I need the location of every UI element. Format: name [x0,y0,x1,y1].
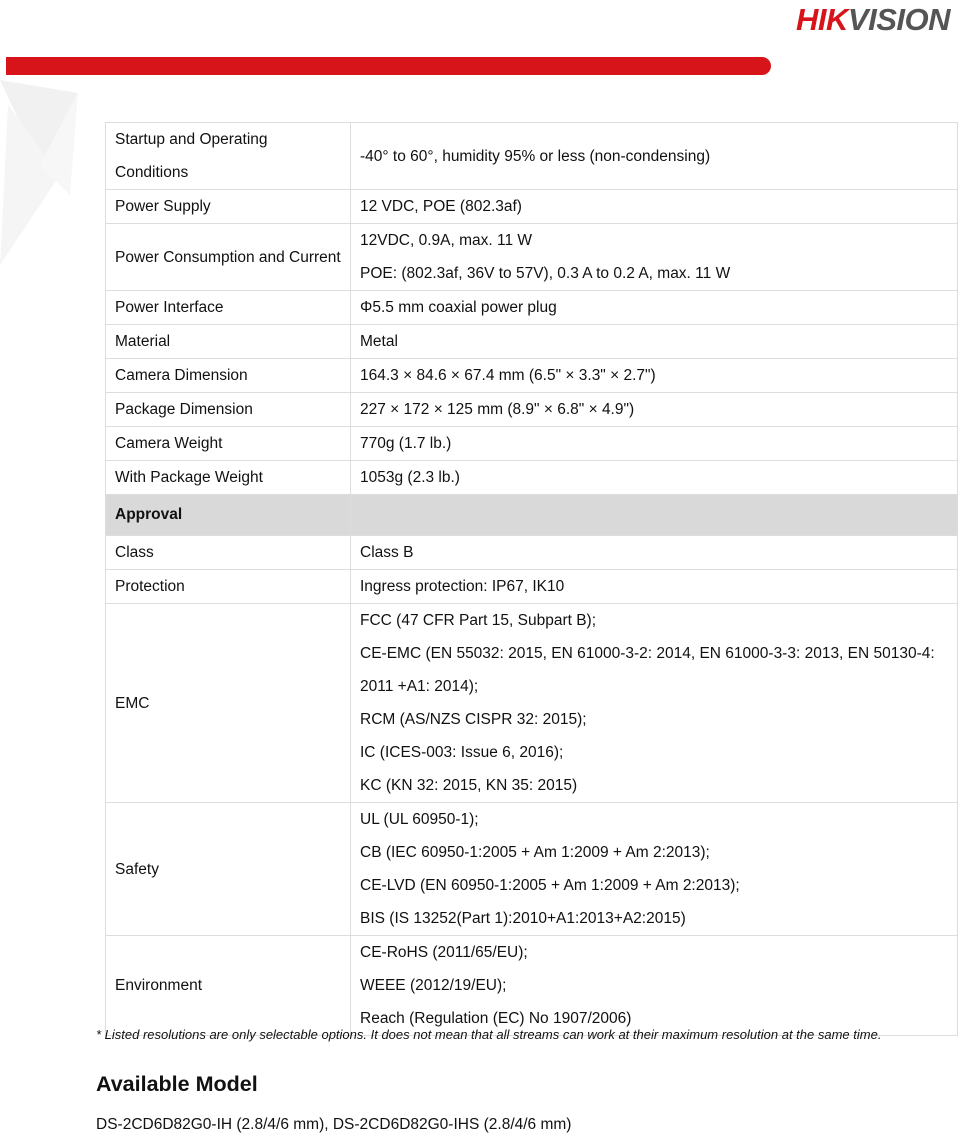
spec-value [351,291,958,325]
spec-value-line: Ingress protection: IP67, IK10 [360,578,565,595]
spec-value-line: CE-RoHS (2011/65/EU); [360,944,528,961]
spec-value-line: POE: (802.3af, 36V to 57V), 0.3 A to 0.2 A, max. 11 W [360,265,731,282]
spec-value-line: 770g (1.7 lb.) [360,435,452,452]
spec-key: Power Interface [106,291,351,325]
spec-key: Class [106,536,351,570]
spec-key: Power Supply [106,190,351,224]
logo-part-2: VISION [847,2,950,37]
spec-value-line: CB (IEC 60950-1:2005 + Am 1:2009 + Am 2:2013); [360,844,710,861]
section-title: Approval [106,495,351,536]
spec-row [106,461,958,495]
spec-row [106,936,958,1036]
spec-row [106,224,958,291]
spec-key: Camera Dimension [106,359,351,393]
spec-row [106,570,958,604]
spec-value [351,359,958,393]
spec-key: Power Consumption and Current [106,224,351,291]
spec-row [106,536,958,570]
spec-key: Environment [106,936,351,1036]
section-empty-cell [351,495,958,536]
spec-row [106,291,958,325]
spec-value-line: BIS (IS 13252(Part 1):2010+A1:2013+A2:2015) [360,910,686,927]
spec-value [351,325,958,359]
spec-row [106,359,958,393]
spec-value-line: RCM (AS/NZS CISPR 32: 2015); [360,711,587,728]
spec-value-line: Reach (Regulation (EC) No 1907/2006) [360,1010,632,1027]
spec-key: Safety [106,803,351,936]
spec-value-line: Class B [360,544,414,561]
spec-value-line: KC (KN 32: 2015, KN 35: 2015) [360,777,578,794]
spec-value [351,224,958,291]
spec-value-line: -40° to 60°, humidity 95% or less (non-condensing) [360,147,711,165]
watermark-triangles-icon [0,75,90,275]
spec-row [106,393,958,427]
spec-value-line: 164.3 × 84.6 × 67.4 mm (6.5" × 3.3" × 2.7") [360,367,656,384]
spec-value-line: WEEE (2012/19/EU); [360,977,507,994]
spec-row [106,190,958,224]
spec-value [351,393,958,427]
spec-value-line: 12 VDC, POE (802.3af) [360,198,522,215]
spec-value [351,123,958,190]
footnote: * Listed resolutions are only selectable options. It does not mean that all streams can work at their maximum resolution at the same time. [96,1027,882,1042]
spec-key: With Package Weight [106,461,351,495]
specification-table [105,122,958,1036]
hikvision-logo [796,2,950,38]
spec-key: Package Dimension [106,393,351,427]
spec-value-line: Φ5.5 mm coaxial power plug [360,299,557,316]
spec-value [351,461,958,495]
spec-value-line: 12VDC, 0.9A, max. 11 W [360,232,532,249]
spec-key: Startup and Operating Conditions [106,123,351,190]
spec-value [351,427,958,461]
spec-value [351,536,958,570]
spec-value-line: FCC (47 CFR Part 15, Subpart B); [360,612,597,629]
spec-value-line: IC (ICES-003: Issue 6, 2016); [360,744,564,761]
spec-value-line: 1053g (2.3 lb.) [360,469,460,486]
spec-row [106,803,958,936]
spec-key: Protection [106,570,351,604]
spec-key: Material [106,325,351,359]
approval-section-header [106,495,958,536]
spec-value-line: UL (UL 60950-1); [360,811,479,828]
logo-part-1: HIK [796,2,848,37]
available-model-heading: Available Model [96,1072,258,1096]
spec-value-line: 2011 +A1: 2014); [360,678,479,695]
available-model-list: DS-2CD6D82G0-IH (2.8/4/6 mm), DS-2CD6D82G0-IHS (2.8/4/6 mm) [96,1116,572,1133]
spec-value [351,936,958,1036]
spec-key: Camera Weight [106,427,351,461]
spec-value-line: Metal [360,333,398,350]
spec-value [351,803,958,936]
spec-value [351,570,958,604]
spec-row [106,123,958,190]
spec-row [106,325,958,359]
header-red-bar [6,57,771,75]
spec-value-line: CE-EMC (EN 55032: 2015, EN 61000-3-2: 2014, EN 61000-3-3: 2013, EN 50130-4: [360,645,935,662]
spec-value [351,604,958,803]
spec-value-line: 227 × 172 × 125 mm (8.9" × 6.8" × 4.9") [360,401,635,418]
spec-value [351,190,958,224]
spec-row [106,604,958,803]
spec-value-line: CE-LVD (EN 60950-1:2005 + Am 1:2009 + Am 2:2013); [360,877,740,894]
spec-key: EMC [106,604,351,803]
spec-row [106,427,958,461]
